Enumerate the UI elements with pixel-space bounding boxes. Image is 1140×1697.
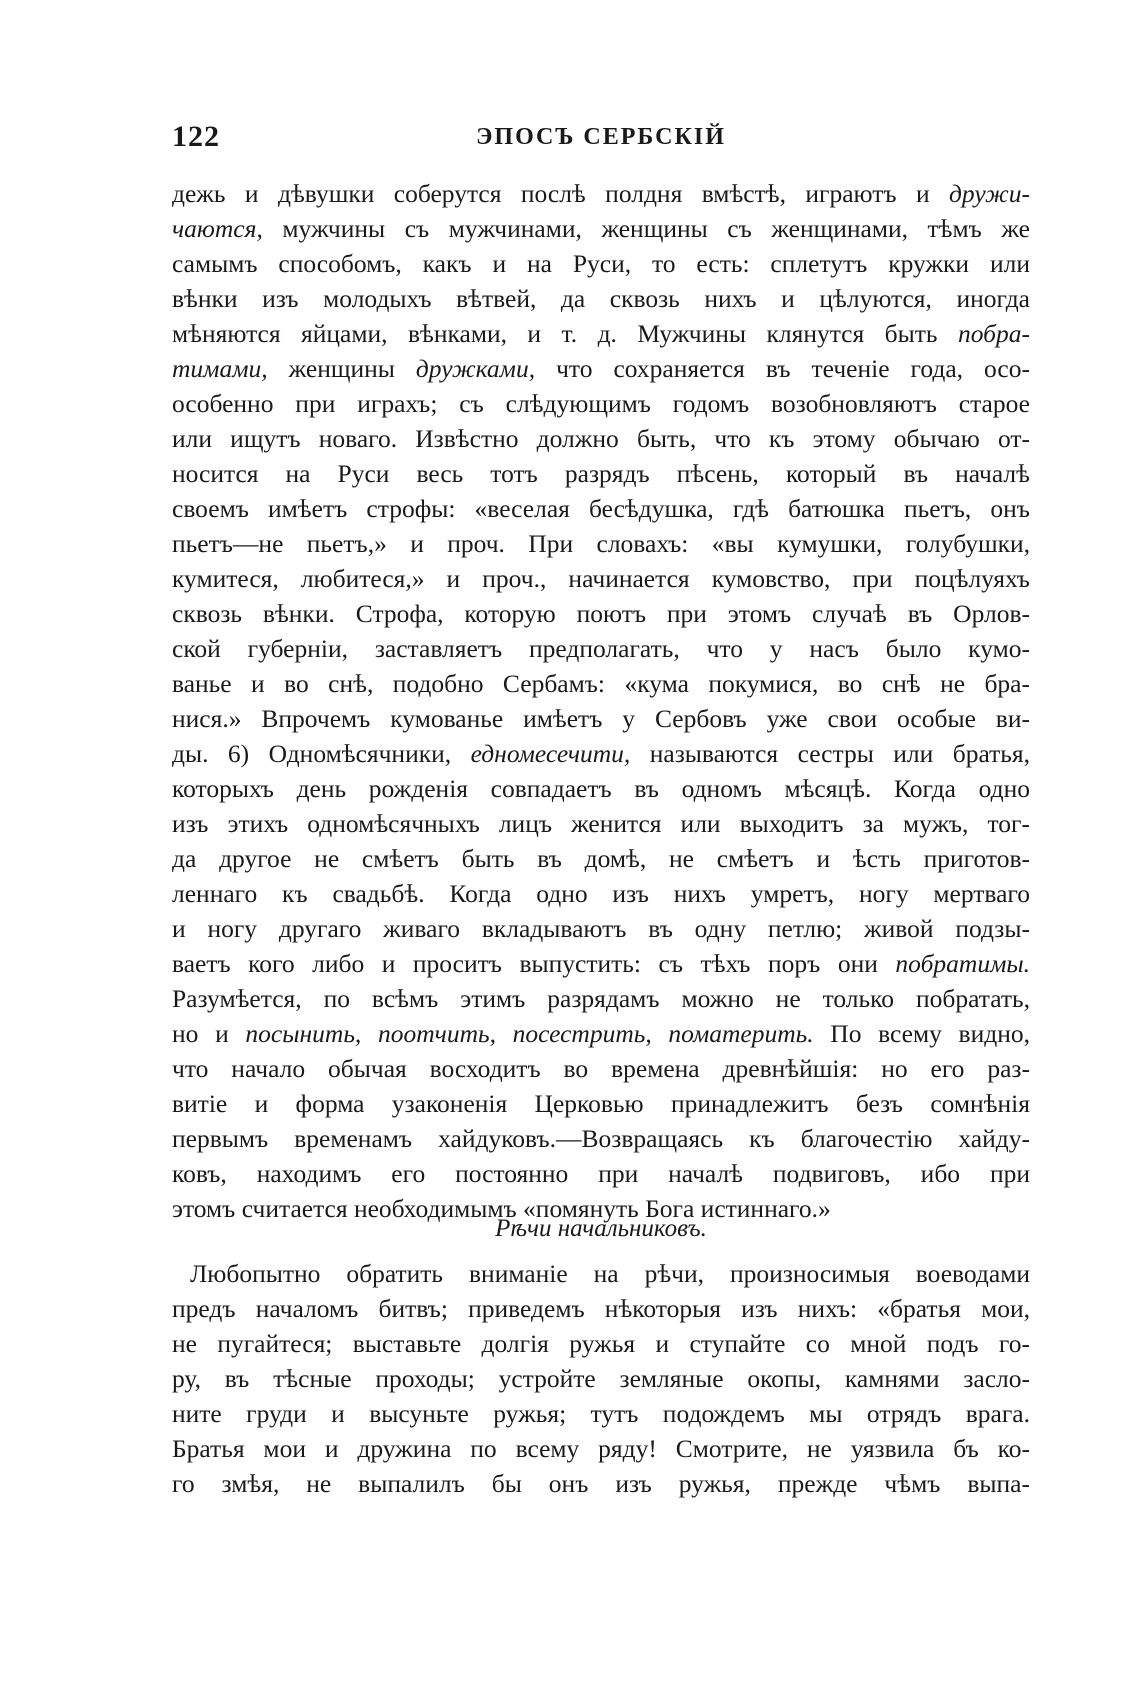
italic-term: посынить, поотчить, посестрить, поматерить. <box>245 1019 814 1048</box>
text-line: сквозь вѣнки. Строфа, которую поютъ при этомъ случаѣ въ Орлов- <box>172 599 1030 628</box>
running-head <box>172 120 1030 154</box>
page-number: 122 <box>172 120 220 153</box>
text-line: витіе и форма узаконенія Церковью принадлежитъ безъ сомнѣнія <box>172 1089 1030 1118</box>
paragraph-main <box>172 176 1030 1226</box>
text-line: но и посынить, поотчить, посестрить, поматерить. По всему видно, <box>172 1019 1030 1048</box>
text-line: ды. 6) Одномѣсячники, едномесечити, называются сестры или братья, <box>172 739 1030 768</box>
text-line: что начало обычая восходитъ во времена древнѣйшія: но его раз- <box>172 1054 1030 1083</box>
text-line: особенно при играхъ; съ слѣдующимъ годомъ возобновляютъ старое <box>172 389 1030 418</box>
italic-term: побратимы. <box>895 949 1030 978</box>
text-line: первымъ временамъ хайдуковъ.—Возвращаясь къ благочестію хайду- <box>172 1124 1030 1153</box>
paragraph-speeches <box>172 1256 1030 1501</box>
text-line: Братья мои и дружина по всему ряду! Смотрите, не уязвила бъ ко- <box>172 1434 1030 1463</box>
text-line: ской губерніи, заставляетъ предполагать, что у насъ было кумо- <box>172 634 1030 663</box>
text-line: чаются, мужчины съ мужчинами, женщины съ женщинами, тѣмъ же <box>172 214 1030 243</box>
italic-term: побра- <box>958 319 1030 348</box>
text-line: нися.» Впрочемъ кумованье имѣетъ у Сербовъ уже свои особые ви- <box>172 704 1030 733</box>
text-line: го змѣя, не выпалилъ бы онъ изъ ружья, прежде чѣмъ выпа- <box>172 1469 1030 1498</box>
text-line: которыхъ день рожденія совпадаетъ въ одномъ мѣсяцѣ. Когда одно <box>172 774 1030 803</box>
text-line: пьетъ—не пьетъ,» и проч. При словахъ: «вы кумушки, голубушки, <box>172 529 1030 558</box>
text-line: этомъ считается необходимымъ «помянуть Бога истиннаго.» <box>172 1194 831 1223</box>
text-line: и ногу другаго живаго вкладываютъ въ одну петлю; живой подзы- <box>172 914 1030 943</box>
text-line: предъ началомъ битвъ; приведемъ нѣкоторыя изъ нихъ: «братья мои, <box>172 1294 1030 1323</box>
text-line: кумитеся, любитеся,» и проч., начинается кумовство, при поцѣлуяхъ <box>172 564 1030 593</box>
text-line: да другое не смѣетъ быть въ домѣ, не смѣетъ и ѣсть приготов- <box>172 844 1030 873</box>
text-line: ванье и во снѣ, подобно Сербамъ: «кума покумися, во снѣ не бра- <box>172 669 1030 698</box>
text-line: Любопытно обратить вниманіе на рѣчи, произносимыя воеводами <box>190 1259 1030 1288</box>
text-line: Разумѣется, по всѣмъ этимъ разрядамъ можно не только побратать, <box>172 984 1030 1013</box>
text-line: изъ этихъ одномѣсячныхъ лицъ женится или выходитъ за мужъ, тог- <box>172 809 1030 838</box>
text-line: ваетъ кого либо и проситъ выпустить: съ тѣхъ поръ они побратимы. <box>172 949 1030 978</box>
text-line: своемъ имѣетъ строфы: «веселая бесѣдушка, гдѣ батюшка пьетъ, онъ <box>172 494 1030 523</box>
text-line: ните груди и высуньте ружья; тутъ подождемъ мы отрядъ врага. <box>172 1399 1030 1428</box>
text-line: носится на Руси весь тотъ разрядъ пѣсень, который въ началѣ <box>172 459 1030 488</box>
section-heading: Рѣчи начальниковъ. <box>495 1215 707 1242</box>
text-line: тимами, женщины дружками, что сохраняется въ теченіе года, осо- <box>172 354 1030 383</box>
text-line: или ищутъ новаго. Извѣстно должно быть, что къ этому обычаю от- <box>172 424 1030 453</box>
italic-term: дружками, <box>415 354 536 383</box>
text-line: не пугайтеся; выставьте долгія ружья и ступайте со мной подъ го- <box>172 1329 1030 1358</box>
header-title: ЭПОСЪ СЕРБСКІЙ <box>476 124 726 150</box>
text-line: самымъ способомъ, какъ и на Руси, то есть: сплетутъ кружки или <box>172 249 1030 278</box>
italic-term: едномесечити, <box>470 739 631 768</box>
italic-term: дружи- <box>949 179 1030 208</box>
italic-term: тимами, <box>172 354 268 383</box>
text-line: мѣняются яйцами, вѣнками, и т. д. Мужчины клянутся быть побра- <box>172 319 1030 348</box>
text-line: вѣнки изъ молодыхъ вѣтвей, да сквозь нихъ и цѣлуются, иногда <box>172 284 1030 313</box>
text-line: ру, въ тѣсные проходы; устройте земляные окопы, камнями засло- <box>172 1364 1030 1393</box>
text-line: ковъ, находимъ его постоянно при началѣ подвиговъ, ибо при <box>172 1159 1030 1188</box>
italic-term: чаются, <box>172 214 263 243</box>
text-line: леннаго къ свадьбѣ. Когда одно изъ нихъ умретъ, ногу мертваго <box>172 879 1030 908</box>
text-line: дежь и дѣвушки соберутся послѣ полдня вмѣстѣ, играютъ и дружи- <box>172 179 1030 208</box>
